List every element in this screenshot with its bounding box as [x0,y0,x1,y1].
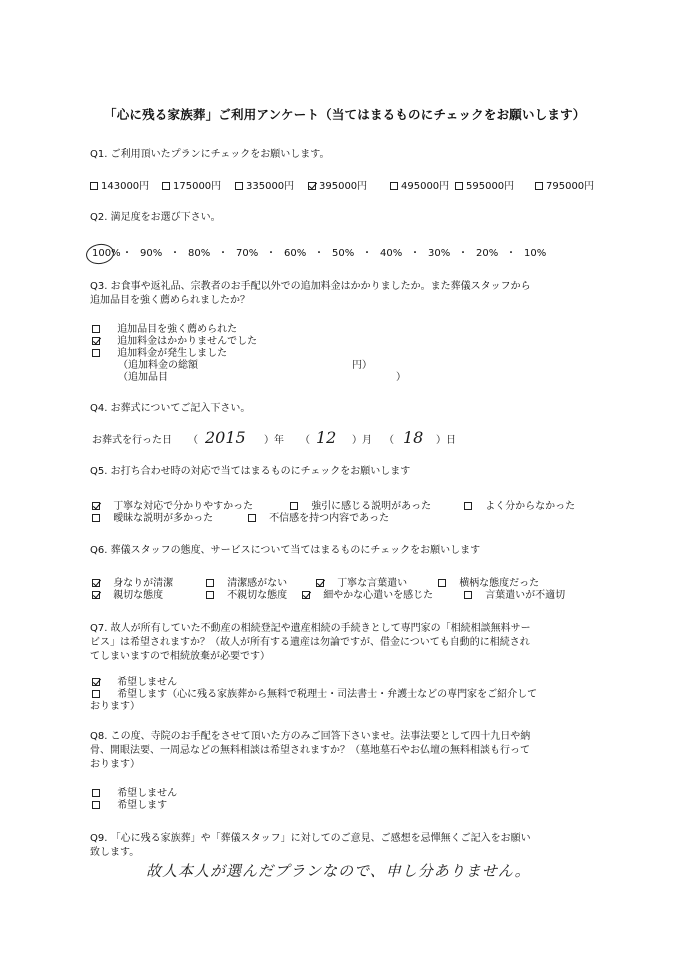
q2-separator: ・ [506,248,516,259]
q2-separator: ・ [266,248,276,259]
q7-prompt-line1: Q7. 故人が所有していた不動産の相続登記や遺産相続の手続きとして専門家の「相続相談無料サー [90,623,531,634]
option-label: 不親切な態度 [227,590,288,601]
q9-prompt-line1: Q9. 「心に残る家族葬」や「葬儀スタッフ」に対してのご意見、ご感想を忌憚無くご記入をお願い [90,833,531,844]
q5-option-3[interactable] [464,502,575,512]
option-label: 希望しません [117,677,178,688]
option-label: 細やかな心遣いを感じた [323,590,434,601]
checkbox[interactable] [464,591,472,599]
checkbox[interactable] [316,579,324,587]
checkbox[interactable] [92,591,100,599]
option-label: 横柄な態度だった [459,578,540,589]
q7-option-2[interactable] [92,690,537,700]
q4-prompt: Q4. お葬式についてご記入下さい。 [90,403,251,414]
option-label: 395000円 [319,181,368,192]
checkbox[interactable] [248,514,256,522]
q1-option-1[interactable] [90,182,149,192]
checkbox[interactable] [535,182,543,190]
checkbox[interactable] [92,678,100,686]
q1-option-7[interactable] [535,182,594,192]
checkbox[interactable] [464,502,472,510]
q6-prompt: Q6. 葬儀スタッフの態度、サービスについて当てはまるものにチェックをお願いします [90,545,481,556]
q3-detail-total-unit: 円） [352,360,372,371]
q1-prompt: Q1. ご利用頂いたプランにチェックをお願いします。 [90,149,330,160]
q2-level-7[interactable]: 40% [380,248,403,259]
q3-option-3[interactable] [92,349,227,359]
q6-option-3[interactable] [316,579,407,589]
q4-month-value[interactable]: 12 [316,428,337,447]
q5-option-2[interactable] [290,502,431,512]
checkbox[interactable] [92,579,100,587]
q2-separator: ・ [122,248,132,259]
q2-level-1[interactable]: 100% [92,248,121,259]
option-label: 希望しません [117,788,178,799]
option-label: 清潔感がない [227,578,288,589]
option-label: 追加料金が発生しました [117,348,228,359]
q9-prompt-line2: 致します。 [90,847,140,858]
option-label: 希望します [117,800,168,811]
q2-separator: ・ [410,248,420,259]
option-label: よく分からなかった [485,501,576,512]
q2-level-5[interactable]: 60% [284,248,307,259]
q3-detail-total-label: （追加料金の総額 [118,360,198,371]
q2-level-4[interactable]: 70% [236,248,259,259]
option-label: 追加品目を強く薦められた [117,324,238,335]
checkbox[interactable] [92,514,100,522]
q2-level-8[interactable]: 30% [428,248,451,259]
q8-option-1[interactable] [92,789,177,799]
q2-prompt: Q2. 満足度をお選び下さい。 [90,212,221,223]
q4-year-value[interactable]: 2015 [205,428,246,447]
q3-option-2[interactable] [92,337,257,347]
q7-option-1[interactable] [92,678,177,688]
q3-option-1[interactable] [92,325,237,335]
checkbox[interactable] [308,182,316,190]
q5-option-4[interactable] [92,514,213,524]
option-label: 丁寧な対応で分かりやすかった [113,501,254,512]
q7-option-2-continued: おります） [90,701,140,712]
q2-level-10[interactable]: 10% [524,248,547,259]
q2-level-2[interactable]: 90% [140,248,163,259]
q6-option-2[interactable] [206,579,287,589]
checkbox[interactable] [92,801,100,809]
q1-option-3[interactable] [235,182,294,192]
checkbox[interactable] [90,182,98,190]
option-label: 曖昧な説明が多かった [113,513,214,524]
checkbox[interactable] [235,182,243,190]
q7-prompt-line2: ビス」は希望されますか？（故人が所有する遺産は勿論ですが、借金についても自動的に相続され [90,637,530,648]
q4-year-open: （ [188,435,198,446]
survey-title: 「心に残る家族葬」ご利用アンケート（当てはまるものにチェックをお願いします） [104,107,586,122]
q2-separator: ・ [314,248,324,259]
option-label: 希望します（心に残る家族葬から無料で税理士・司法書士・弁護士などの専門家をご紹介して [117,689,538,700]
q6-option-5[interactable] [92,591,163,601]
option-label: 595000円 [466,181,515,192]
option-label: 言葉遣いが不適切 [485,590,566,601]
q3-prompt-line2: 追加品目を強く薦められましたか？ [90,295,250,306]
q6-option-4[interactable] [438,579,539,589]
q6-option-7[interactable] [302,591,433,601]
q3-detail-items-label: （追加品目 [118,372,168,383]
q2-separator: ・ [458,248,468,259]
option-label: 不信感を持つ内容であった [269,513,390,524]
q1-option-2[interactable] [162,182,221,192]
checkbox[interactable] [92,690,100,698]
option-label: 追加料金はかかりませんでした [117,336,258,347]
q8-option-2[interactable] [92,801,167,811]
q4-day-value[interactable]: 18 [403,428,424,447]
q7-prompt-line3: てしまいますので相続放棄が必要です） [90,651,270,662]
checkbox[interactable] [438,579,446,587]
q5-prompt: Q5. お打ち合わせ時の対応で当てはまるものにチェックをお願いします [90,466,411,477]
q6-option-1[interactable] [92,579,173,589]
checkbox[interactable] [206,579,214,587]
q4-date-lead: お葬式を行った日 [92,435,172,446]
option-label: 795000円 [546,181,595,192]
q4-year-unit: ）年 [264,435,284,446]
q2-separator: ・ [218,248,228,259]
option-label: 143000円 [101,181,150,192]
q1-option-5[interactable] [390,182,449,192]
checkbox[interactable] [206,591,214,599]
q2-level-9[interactable]: 20% [476,248,499,259]
checkbox[interactable] [302,591,310,599]
checkbox[interactable] [92,349,100,357]
q8-prompt-line1: Q8. この度、寺院のお手配をさせて頂いた方のみご回答下さいませ。法事法要として四十九日や納 [90,731,531,742]
q5-option-1[interactable] [92,502,253,512]
option-label: 335000円 [246,181,295,192]
q1-option-4[interactable] [308,182,367,192]
q8-prompt-line3: おります） [90,759,140,770]
q5-option-5[interactable] [248,514,389,524]
checkbox[interactable] [390,182,398,190]
checkbox[interactable] [92,337,100,345]
q4-month-open: （ [300,435,310,446]
checkbox[interactable] [290,502,298,510]
q6-option-6[interactable] [206,591,287,601]
checkbox[interactable] [162,182,170,190]
q2-separator: ・ [170,248,180,259]
q4-day-open: （ [384,435,394,446]
q8-prompt-line2: 骨、開眼法要、一周忌などの無料相談は希望されますか？（墓地墓石やお仏壇の無料相談も行って [90,745,530,756]
q2-separator: ・ [362,248,372,259]
q3-detail-items-close: ） [396,372,406,383]
checkbox[interactable] [455,182,463,190]
q4-day-unit: ）日 [436,435,456,446]
q9-handwritten-answer[interactable]: 故人本人が選んだプランなので、申し分ありません。 [146,862,531,880]
option-label: 強引に感じる説明があった [311,501,432,512]
q3-prompt-line1: Q3. お食事や返礼品、宗教者のお手配以外での追加料金はかかりましたか。また葬儀スタッフから [90,281,531,292]
checkbox[interactable] [92,502,100,510]
checkbox[interactable] [92,789,100,797]
option-label: 親切な態度 [113,590,164,601]
q6-option-8[interactable] [464,591,565,601]
q4-month-unit: ）月 [352,435,372,446]
option-label: 175000円 [173,181,222,192]
option-label: 495000円 [401,181,450,192]
q2-level-6[interactable]: 50% [332,248,355,259]
q1-option-6[interactable] [455,182,514,192]
q2-level-3[interactable]: 80% [188,248,211,259]
option-label: 身なりが清潔 [113,578,174,589]
checkbox[interactable] [92,325,100,333]
option-label: 丁寧な言葉遣い [337,578,408,589]
